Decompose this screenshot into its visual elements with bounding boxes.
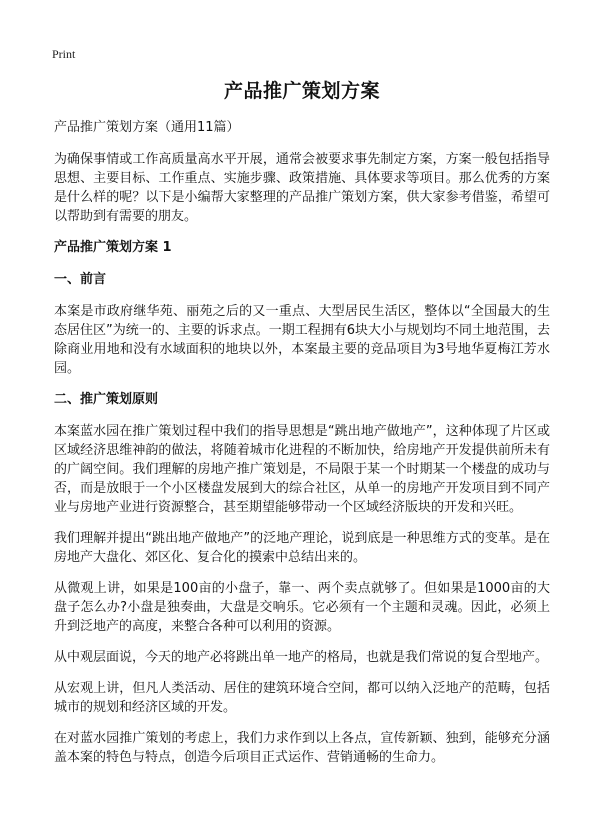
paragraph-principles-4: 从中观层面说，今天的地产必将跳出单一地产的格局，也就是我们常说的复合型地产。	[54, 650, 549, 665]
heading-principles: 二、推广策划原则	[54, 392, 159, 407]
intro-paragraph: 为确保事情或工作高质量高水平开展，通常会被要求事先制定方案，方案一般包括指导思想、主要目标、工作重点、实施步骤、政策措施、具体要求等项目。那么优秀的方案是什么样的呢？以下是小编帮大家整理的产品推广策划方案，供大家参考借鉴，希望可以帮助到有需要的朋友。	[54, 152, 550, 224]
paragraph-principles-6: 在对蓝水园推广策划的考虑上，我们力求作到以上各点，宣传新颖、独到，能够充分涵盖本案的特色与特点，创造今后项目正式运作、营销通畅的生命力。	[54, 731, 550, 765]
document-subtitle: 产品推广策划方案（通用11篇）	[54, 120, 240, 135]
paragraph-principles-3: 从微观上讲，如果是100亩的小盘子，靠一、两个卖点就够了。但如果是1000亩的大盘子怎么办?小盘是独奏曲，大盘是交响乐。它必须有一个主题和灵魂。因此，必须上升到泛地产的高度，来整合各种可以利用的资源。	[54, 581, 550, 634]
paragraph-principles-1: 本案蓝水园在推广策划过程中我们的指导思想是“跳出地产做地产”，这种体现了片区或区域经济思维神韵的做法，将随着城市化进程的不断加快，给房地产开发提供前所未有的广阔空间。我们理解的房地产推广策划是，不局限于某一个时期某一个楼盘的成功与否，而是放眼于一个小区楼盘发展到大的综合社区，从单一的房地产开发项目到不同产业与房地产业进行资源整合，甚至期望能够带动一个区域经济版块的开发和兴旺。	[54, 424, 550, 515]
document-page	[54, 78, 550, 779]
paragraph-principles-2: 我们理解并提出“跳出地产做地产”的泛地产理论，说到底是一种思维方式的变革。是在房地产大盘化、郊区化、复合化的摸索中总结出来的。	[54, 531, 550, 565]
print-link[interactable]: Print	[52, 47, 76, 61]
heading-preface: 一、前言	[54, 272, 107, 287]
page-title: 产品推广策划方案	[223, 80, 380, 102]
section-title: 产品推广策划方案 1	[54, 240, 172, 255]
paragraph-principles-5: 从宏观上讲，但凡人类活动、居住的建筑环境合空间，都可以纳入泛地产的范畴，包括城市的规划和经济区域的开发。	[54, 681, 550, 715]
paragraph-preface: 本案是市政府继华苑、丽苑之后的又一重点、大型居民生活区，整体以“全国最大的生态居住区”为统一的、主要的诉求点。一期工程拥有6块大小与规划均不同土地范围，去除商业用地和没有水域面积的地块以外，本案最主要的竞品项目为3号地华夏梅江芳水园。	[54, 304, 551, 376]
